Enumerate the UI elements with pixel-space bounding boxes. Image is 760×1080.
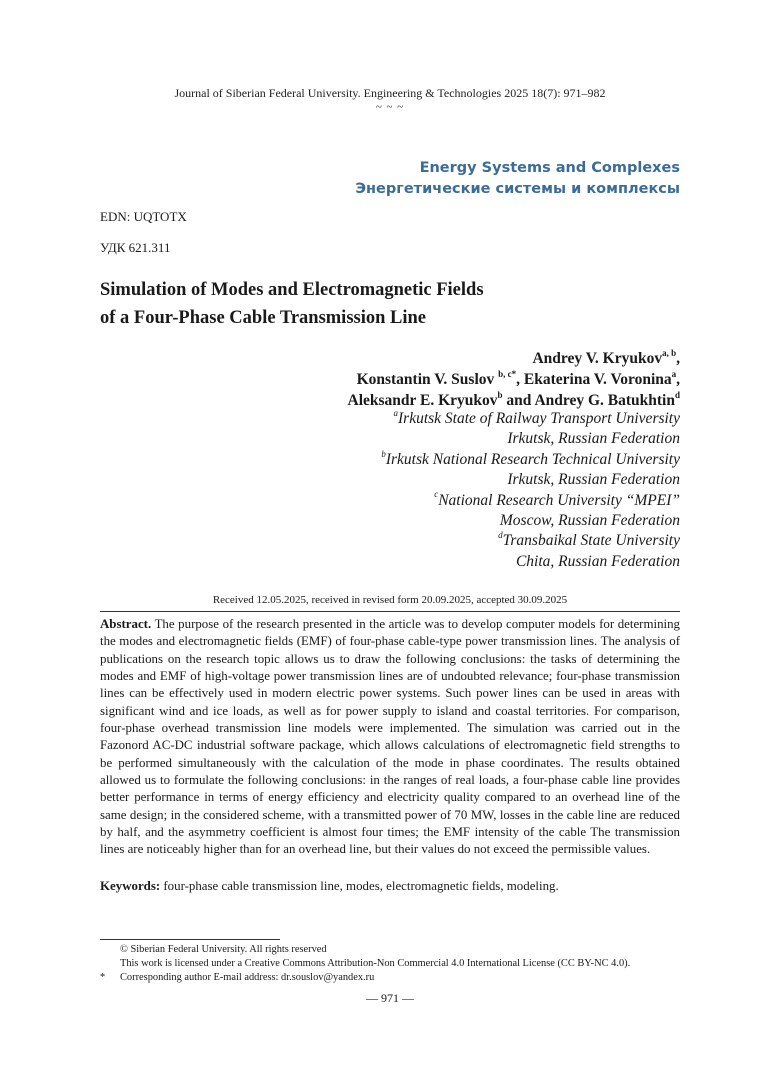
- page-number: — 971 —: [366, 991, 414, 1005]
- author-sep: ,: [676, 350, 680, 367]
- udk-code: УДК 621.311: [100, 240, 171, 255]
- author-name: Ekaterina V. Voronina: [523, 371, 672, 388]
- affiliation-sup: c: [434, 489, 439, 500]
- author-sep: and: [502, 392, 535, 409]
- affiliation-sup: a: [393, 407, 398, 418]
- affiliation: [80, 531, 680, 551]
- author-name: Andrey G. Batukhtin: [534, 392, 675, 409]
- affiliation-name: Transbaikal State University: [502, 532, 680, 550]
- keywords: [100, 878, 680, 895]
- keywords-label: Keywords:: [100, 879, 161, 893]
- author-sup: b, c*: [498, 368, 517, 379]
- affiliation-place: Chita, Russian Federation: [515, 552, 680, 570]
- title-line-1: Simulation of Modes and Electromagnetic Fields: [100, 280, 484, 300]
- title-line-2: of a Four-Phase Cable Transmission Line: [100, 308, 426, 328]
- paper-title: [100, 276, 660, 332]
- author-sep: ,: [676, 371, 680, 388]
- license-text: This work is licensed under a Creative Commons Attribution-Non Commercial 4.0 International License (CC BY-NC 4.0).: [120, 958, 631, 969]
- author-sup: d: [674, 389, 680, 400]
- copyright-text: © Siberian Federal University. All rights reserved: [120, 944, 327, 955]
- abstract-text: The purpose of the research presented in the article was to develop computer models for determining the modes and electromagnetic fields (EMF) of four-phase cable-type power transmission lines. The analysis of publications on the research topic allows us to draw the following conclusions: the tasks of determining the modes and EMF of high-voltage power transmission lines are of undoubted relevance; four-phase transmission lines can be effectively used in modern electric power systems. Such power lines can be used in areas with significant wind and ice loads, as well as for power supply to island and coastal territories. For comparison, four-phase overhead transmission line models were implemented. The simulation was carried out in the Fazonord AC-DC industrial software package, which allows calculations of electromagnetic field strengths to be performed simultaneously with the calculation of the mode in phase coordinates. The results obtained allowed us to formulate the following conclusions: in the ranges of real loads, a four-phase cable line provides better performance in terms of energy efficiency and electricity quality compared to an overhead line of the same design; in the considered scheme, with a transmitted power of 70 MW, losses in the cable line are reduced by half, and the asymmetry coefficient is almost four times; the EMF intensity of the cable The transmission lines are noticeably higher than for an overhead line, but their values do not exceed the permissible values.: [100, 617, 680, 857]
- author-sup: b: [497, 389, 503, 400]
- affiliation-name: National Research University “MPEI”: [438, 491, 680, 509]
- author-sup: a: [671, 368, 677, 379]
- affiliation-place: Irkutsk, Russian Federation: [507, 471, 680, 489]
- abstract-divider: [100, 611, 680, 612]
- affiliation-sup: b: [381, 448, 386, 459]
- affiliation: [80, 409, 680, 429]
- affiliation: [80, 450, 680, 470]
- affiliation: [80, 491, 680, 511]
- corresponding-text: Corresponding author E-mail address: dr.souslov@yandex.ru: [120, 972, 375, 983]
- header-ornament: ~ ~ ~: [375, 101, 405, 113]
- section-title-ru: Энергетические системы и комплексы: [355, 181, 680, 197]
- abstract-label: Abstract.: [100, 617, 152, 631]
- author-name: Andrey V. Kryukov: [532, 350, 663, 367]
- affiliation-name: Irkutsk National Research Technical University: [385, 450, 680, 468]
- affiliation-name: Irkutsk State of Railway Transport University: [398, 410, 680, 427]
- affiliation-place: Irkutsk, Russian Federation: [507, 430, 680, 448]
- edn-code: EDN: UQTOTX: [100, 209, 187, 224]
- asterisk-mark: *: [100, 972, 106, 983]
- affiliation-sup: d: [498, 530, 503, 541]
- author-name: Aleksandr E. Kryukov: [347, 392, 498, 409]
- keywords-text: four-phase cable transmission line, modes, electromagnetic fields, modeling.: [163, 879, 559, 893]
- affiliation-list: [80, 409, 680, 572]
- author-name: Konstantin V. Suslov: [356, 371, 495, 388]
- affiliation-place: Moscow, Russian Federation: [499, 512, 680, 530]
- abstract: [100, 616, 680, 859]
- journal-header: Journal of Siberian Federal University. Engineering & Technologies 2025 18(7): 971–982: [174, 86, 606, 100]
- author-list: [80, 348, 680, 411]
- author-sep: ,: [516, 371, 524, 388]
- footnote-divider: [100, 939, 280, 940]
- received-dates: Received 12.05.2025, received in revised form 20.09.2025, accepted 30.09.2025: [212, 594, 568, 606]
- section-title-en: Energy Systems and Complexes: [419, 160, 680, 176]
- author-sup: a, b: [662, 347, 677, 358]
